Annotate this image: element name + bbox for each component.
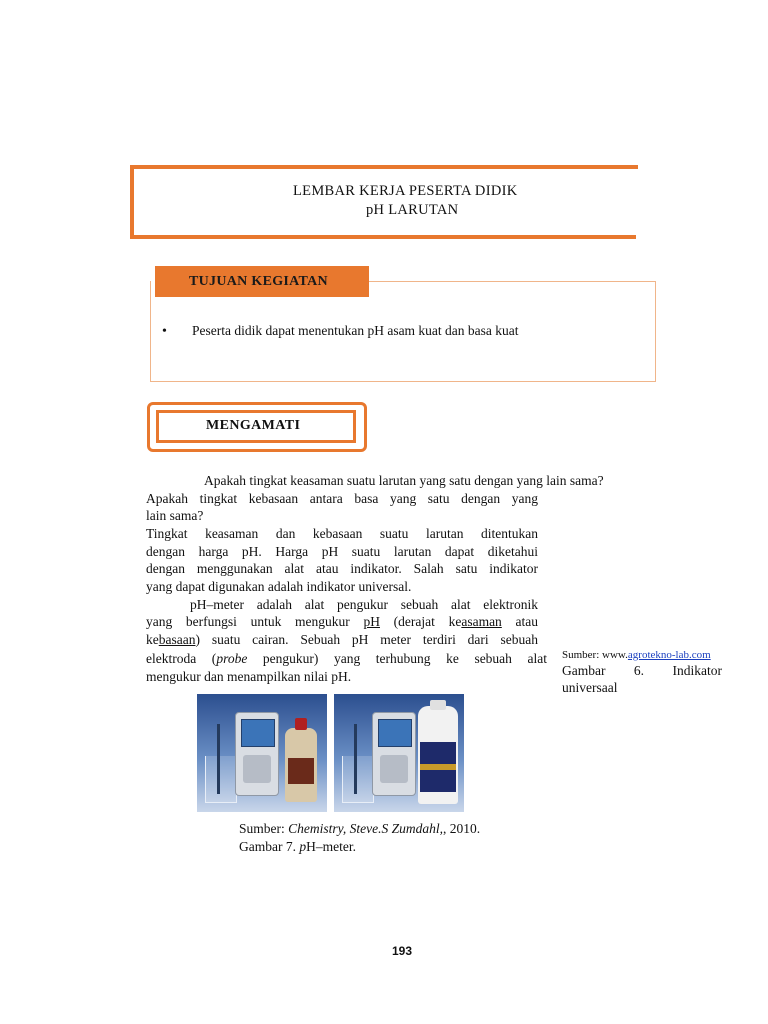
figure6-caption-line1: Gambar 6. Indikator <box>562 663 722 678</box>
figure7-caption: Gambar 7. pH–meter. <box>239 839 356 854</box>
body-line: pH–meter adalah alat pengukur sebuah alat elektronik <box>190 597 538 612</box>
page-number: 193 <box>392 944 413 958</box>
figure7-source: Sumber: Chemistry, Steve.S Zumdahl,, 2010. <box>239 821 481 836</box>
beaker-icon <box>342 756 374 803</box>
body-line: elektroda (probe pengukur) yang terhubung ke sebuah alat <box>146 651 547 666</box>
figure6-source-link[interactable]: agrotekno-lab.com <box>627 649 711 661</box>
beaker-icon <box>205 756 237 803</box>
body-line: Tingkat keasaman dan kebasaan suatu larutan ditentukan <box>146 526 538 541</box>
page-title: LEMBAR KERJA PESERTA DIDIK <box>293 183 518 199</box>
bullet-icon: • <box>162 324 167 339</box>
body-first-line: Apakah tingkat keasaman suatu larutan yang satu dengan yang lain sama? <box>204 473 604 488</box>
ph-meter-photo <box>334 694 464 812</box>
mengamati-heading: MENGAMATI <box>206 418 301 433</box>
page-subtitle: pH LARUTAN <box>366 202 459 218</box>
body-line: dengan harga pH. Harga pH suatu larutan dapat diketahui <box>146 544 538 559</box>
body-line: mengukur dan menampilkan nilai pH. <box>146 669 352 684</box>
tujuan-heading: TUJUAN KEGIATAN <box>155 266 369 297</box>
tujuan-frame-top <box>368 281 656 282</box>
probe-icon <box>354 724 357 794</box>
tujuan-item: Peserta didik dapat menentukan pH asam kuat dan basa kuat <box>192 323 519 338</box>
body-line: yang berfungsi untuk mengukur pH (derajat keasaman atau <box>146 614 538 629</box>
body-line: kebasaan) suatu cairan. Sebuah pH meter terdiri dari sebuah <box>146 632 538 647</box>
figure6-source: Sumber: www.agrotekno-lab.com <box>562 649 711 661</box>
ph-meter-icon <box>372 712 416 796</box>
figure6-caption-line2: universaal <box>562 680 618 695</box>
figure6-caption <box>562 662 722 696</box>
body-line: dengan menggunakan alat atau indikator. Salah satu indikator <box>146 561 538 576</box>
ph-meter-photo <box>197 694 327 812</box>
body-line: Apakah tingkat kebasaan antara basa yang satu dengan yang <box>146 491 538 506</box>
body-line: lain sama? <box>146 508 204 523</box>
body-line: yang dapat digunakan adalah indikator universal. <box>146 579 412 594</box>
bottle-icon <box>285 728 317 802</box>
ph-meter-icon <box>235 712 279 796</box>
probe-icon <box>217 724 220 794</box>
bottle-icon <box>418 706 458 804</box>
